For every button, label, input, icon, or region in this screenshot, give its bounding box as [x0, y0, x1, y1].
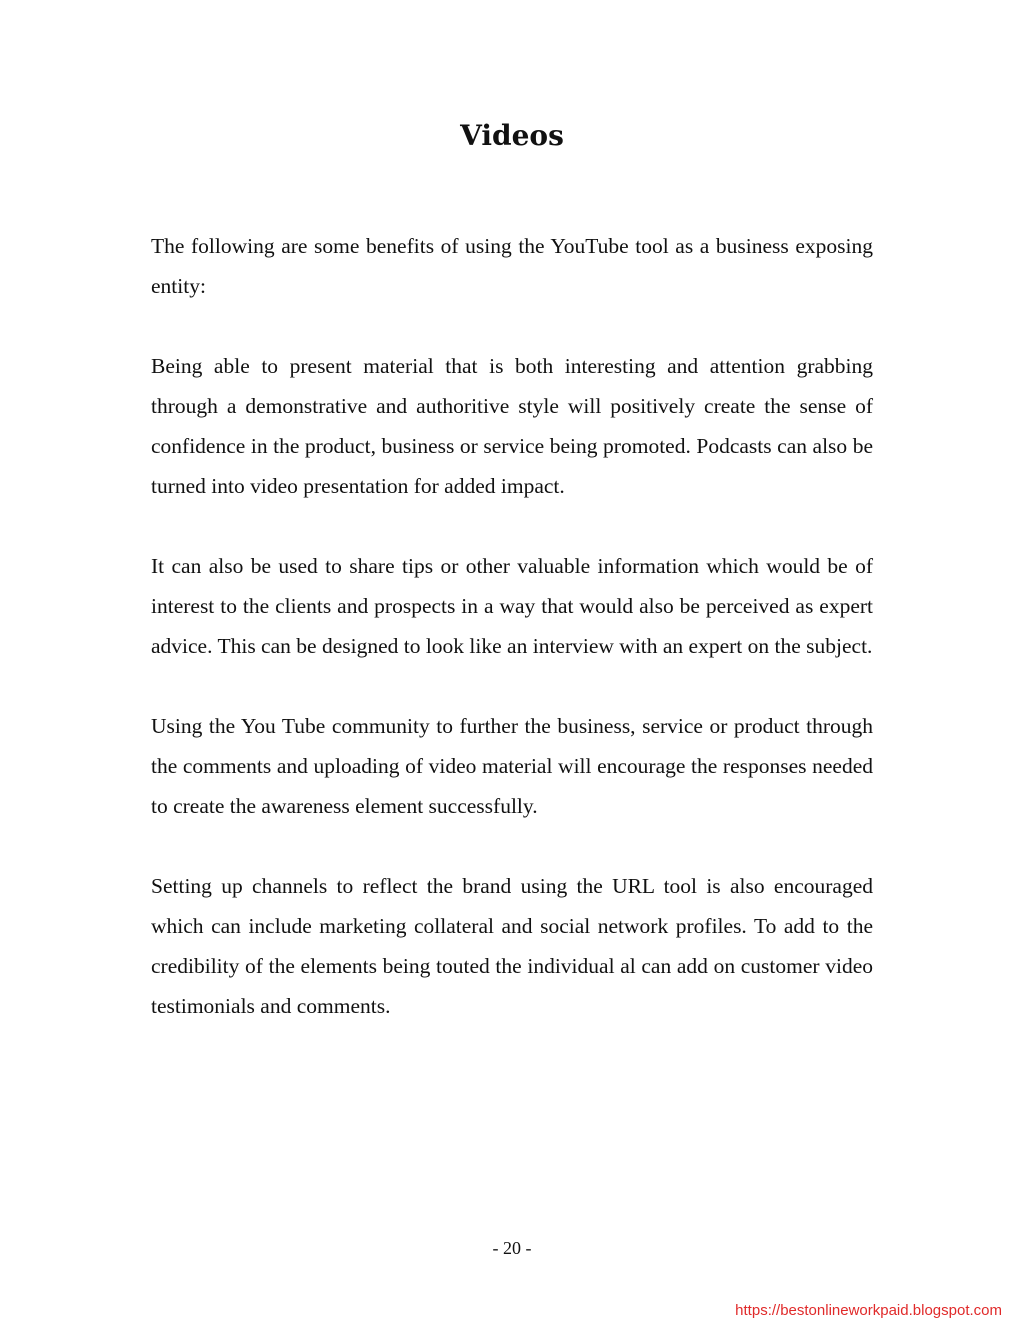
paragraph-intro: The following are some benefits of using the YouTube tool as a business exposing entity:: [151, 234, 873, 298]
paragraph-presentation: Being able to present material that is both interesting and attention grabbing through a demonstrative and authoritive style will positively create the sense of confidence in the product, business or service being promoted. Podcasts can also be turned into video presentation for added impact.: [151, 354, 873, 498]
footer-link[interactable]: https://bestonlineworkpaid.blogspot.com: [735, 1302, 1002, 1319]
paragraph-community: Using the You Tube community to further the business, service or product through the comments and uploading of video material will encourage the responses needed to create the awareness element successfully.: [151, 714, 873, 818]
paragraph-tips: It can also be used to share tips or other valuable information which would be of interest to the clients and prospects in a way that would also be perceived as expert advice. This can be designed to look like an interview with an expert on the subject.: [151, 554, 873, 658]
paragraph-channels: Setting up channels to reflect the brand using the URL tool is also encouraged which can include marketing collateral and social network profiles. To add to the credibility of the elements being touted the individual al can add on customer video testimonials and comments.: [151, 874, 873, 1018]
page-number: - 20 -: [492, 1238, 532, 1258]
body-text: [151, 226, 873, 1026]
page-title: Videos: [460, 119, 564, 152]
